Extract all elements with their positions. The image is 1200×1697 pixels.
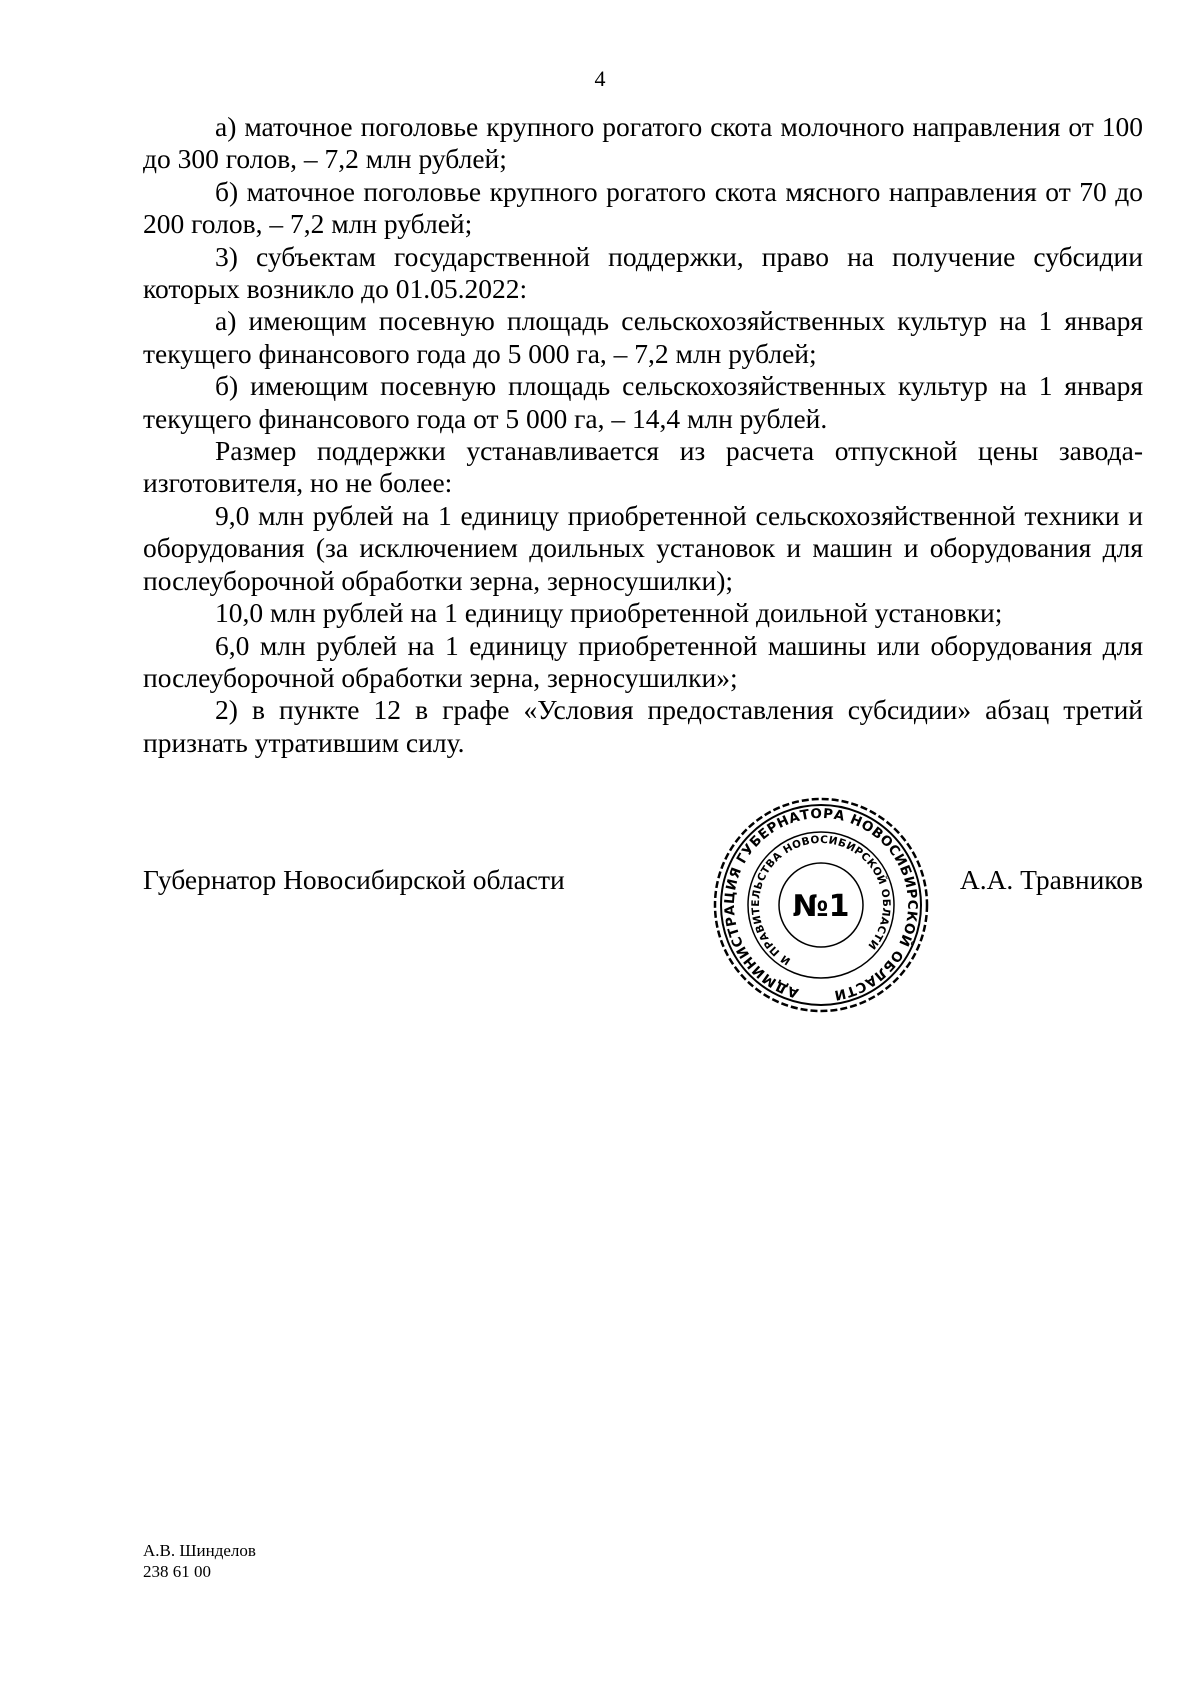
paragraph-beef-cattle: б) маточное поголовье крупного рогатого скота мясного направления от 70 до 200 голов, – 7,2 млн рублей; <box>143 175 1143 240</box>
paragraph-subjects-before-date: 3) субъектам государственной поддержки, право на получение субсидии которых возникло до 01.05.2022: <box>143 240 1143 305</box>
executor-footer <box>143 1540 256 1582</box>
page-number: 4 <box>594 66 606 91</box>
paragraph-support-size: Размер поддержки устанавливается из расчета отпускной цены завода-изготовителя, но не более: <box>143 435 1143 499</box>
seal-outer-text: АДМИНИСТРАЦИЯ ГУБЕРНАТОРА НОВОСИБИРСКОЙ ОБЛАСТИ <box>721 805 921 1004</box>
signatory-name: А.А. Травников <box>959 864 1143 895</box>
signatory-position: Губернатор Новосибирской области <box>143 864 565 895</box>
paragraph-dairy-cattle: а) маточное поголовье крупного рогатого скота молочного направления от 100 до 300 голов, – 7,2 млн рублей; <box>143 111 1143 175</box>
paragraph-area-over-5000: б) имеющим посевную площадь сельскохозяйственных культур на 1 января текущего финансового года от 5 000 га, – 14,4 млн рублей. <box>143 370 1143 434</box>
document-body <box>143 111 1143 759</box>
seal-number: №1 <box>792 889 850 924</box>
executor-phone: 238 61 00 <box>143 1562 211 1581</box>
paragraph-point-12: 2) в пункте 12 в графе «Условия предоставления субсидии» абзац третий признать утратившим силу. <box>143 694 1143 758</box>
executor-name: А.В. Шинделов <box>143 1541 256 1560</box>
official-seal <box>712 796 930 1014</box>
paragraph-machinery-limit: 9,0 млн рублей на 1 единицу приобретенной сельскохозяйственной техники и оборудования (за исключением доильных установок и машин и оборудования для послеуборочной обработки зерна, зерносушилки); <box>143 499 1143 596</box>
seal-inner-text: И ПРАВИТЕЛЬСТВА НОВОСИБИРСКОЙ ОБЛАСТИ <box>749 833 893 968</box>
paragraph-milking-limit: 10,0 млн рублей на 1 единицу приобретенной доильной установки; <box>215 597 1003 629</box>
paragraph-grain-limit: 6,0 млн рублей на 1 единицу приобретенной машины или оборудования для послеуборочной обработки зерна, зерносушилки»; <box>143 629 1143 693</box>
paragraph-area-under-5000: а) имеющим посевную площадь сельскохозяйственных культур на 1 января текущего финансового года до 5 000 га, – 7,2 млн рублей; <box>143 305 1143 369</box>
